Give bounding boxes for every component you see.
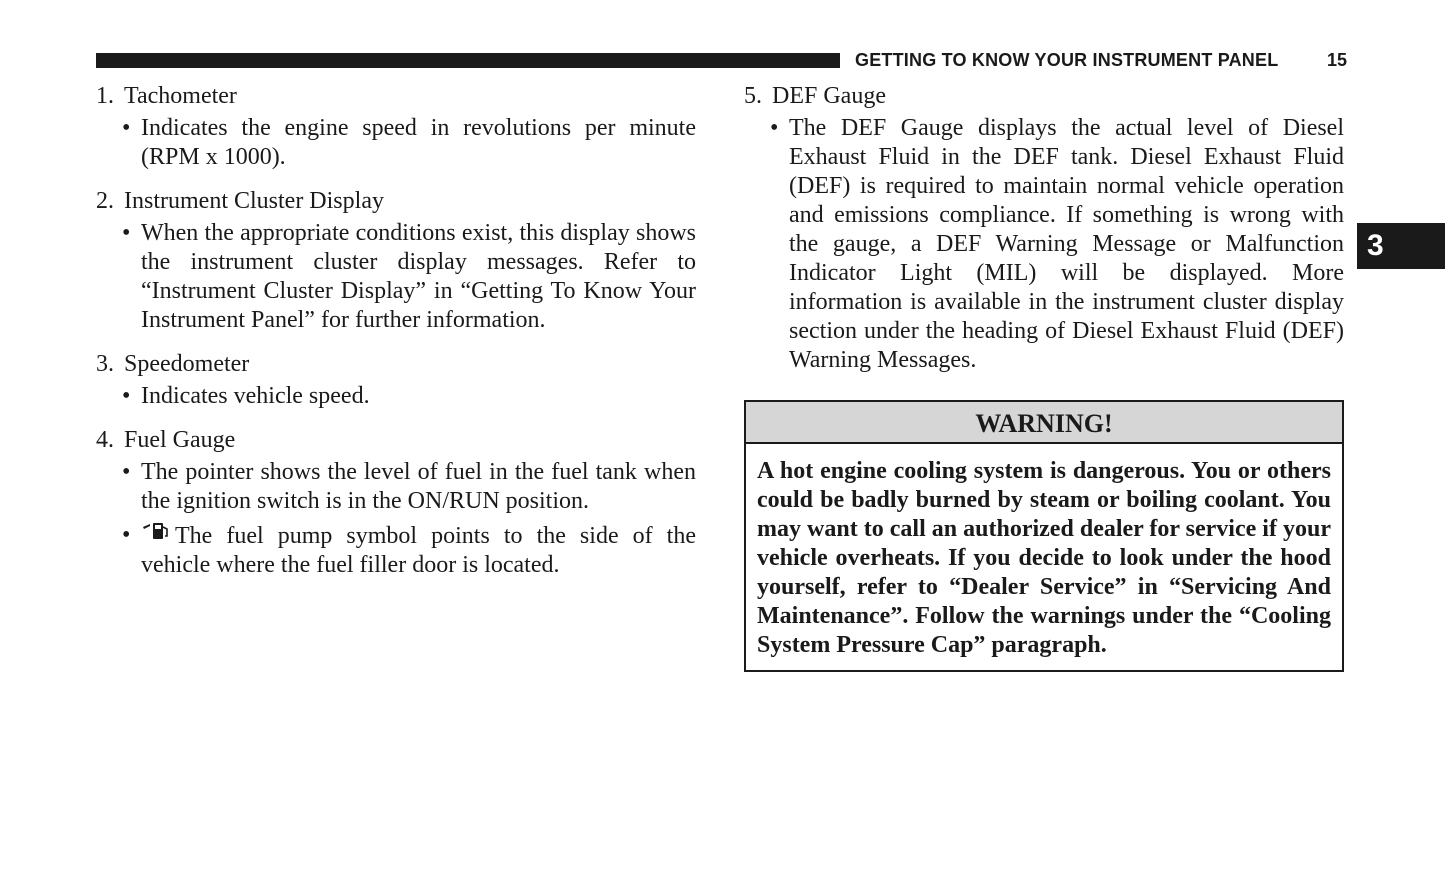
list-item-instrument-cluster-display	[96, 187, 696, 335]
item-number: 3.	[96, 351, 114, 377]
bullet-point	[96, 114, 696, 172]
warning-title: WARNING!	[746, 402, 1342, 444]
bullet-text: Indicates the engine speed in revolutions per minute (RPM x 1000).	[141, 115, 696, 170]
item-title: Speedometer	[124, 351, 250, 377]
bullet-dot: •	[122, 383, 131, 409]
bullet-dot: •	[122, 115, 131, 141]
item-number: 4.	[96, 427, 114, 453]
list-item-speedometer	[96, 350, 696, 411]
list-item-fuel-gauge	[96, 426, 696, 580]
section-title: GETTING TO KNOW YOUR INSTRUMENT PANEL	[855, 50, 1279, 70]
fuel-pump-icon	[141, 521, 171, 541]
item-number: 1.	[96, 83, 114, 109]
item-heading	[744, 82, 1344, 114]
bullet-text: The fuel pump symbol points to the side of the vehicle where the fuel filler door is located.	[141, 523, 696, 578]
bullet-point	[96, 219, 696, 335]
item-title: Instrument Cluster Display	[124, 188, 384, 214]
bullet-text: The pointer shows the level of fuel in the fuel tank when the ignition switch is in the ON/RUN position.	[141, 459, 696, 514]
header-bar	[96, 53, 840, 68]
item-number: 5.	[744, 83, 762, 109]
bullet-point	[96, 382, 696, 411]
item-heading	[96, 187, 696, 219]
page-number: 15	[1327, 50, 1348, 70]
right-column	[744, 82, 1344, 390]
bullet-text: The DEF Gauge displays the actual level of Diesel Exhaust Fluid in the DEF tank. Diesel Exhaust Fluid (DEF) is required to maintain normal vehicle operation and emissions compliance. If something is wrong with the gauge, a DEF Warning Message or Malfunction Indicator Light (MIL) will be displayed. More information is available in the instrument cluster display section under the heading of Diesel Exhaust Fluid (DEF) Warning Messages.	[789, 115, 1344, 373]
item-number: 2.	[96, 188, 114, 214]
bullet-text: When the appropriate conditions exist, this display shows the instrument cluster display messages. Refer to “Instrument Cluster Display” in “Getting To Know Your Instrument Panel” for further information.	[141, 220, 696, 333]
chapter-tab: 3	[1357, 223, 1445, 269]
bullet-dot: •	[122, 459, 131, 485]
item-title: Tachometer	[124, 83, 237, 109]
list-item-tachometer	[96, 82, 696, 172]
bullet-dot: •	[122, 220, 131, 246]
bullet-dot: •	[122, 522, 131, 548]
item-title: DEF Gauge	[772, 83, 886, 109]
warning-box	[744, 400, 1344, 672]
item-title: Fuel Gauge	[124, 427, 236, 453]
bullet-point	[744, 114, 1344, 375]
left-column	[96, 82, 696, 595]
item-heading	[96, 350, 696, 382]
warning-text: A hot engine cooling system is dangerous. You or others could be badly burned by steam or boiling coolant. You may want to call an authorized dealer for service if your vehicle overheats. If you decide to look under the hood yourself, refer to “Dealer Service” in “Servicing And Maintenance”. Follow the warnings under the “Cooling System Pressure Cap” paragraph.	[757, 458, 1331, 658]
item-heading	[96, 426, 696, 458]
bullet-dot: •	[770, 115, 779, 141]
item-heading	[96, 82, 696, 114]
bullet-point	[96, 458, 696, 516]
bullet-text: Indicates vehicle speed.	[141, 383, 370, 409]
bullet-point	[96, 521, 696, 580]
list-item-def-gauge	[744, 82, 1344, 375]
